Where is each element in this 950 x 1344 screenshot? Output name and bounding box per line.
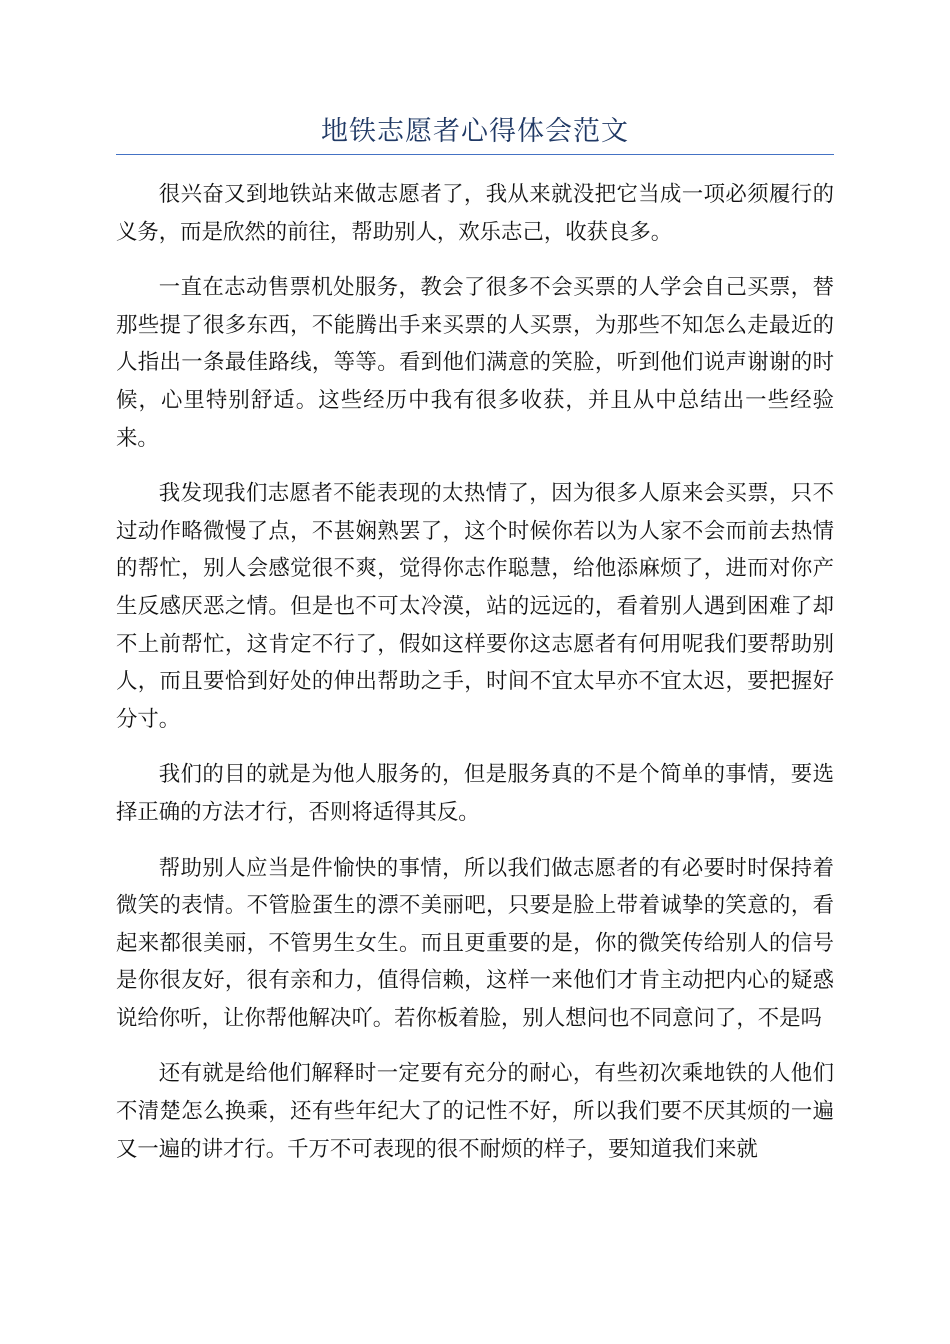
paragraph-2: 一直在志动售票机处服务，教会了很多不会买票的人学会自己买票，替那些提了很多东西，不能腾出手来买票的人买票，为那些不知怎么走最近的人指出一条最佳路线，等等。看到他们满意的笑脸，听到他们说声谢谢的时候，心里特别舒适。这些经历中我有很多收获，并且从中总结出一些经验来。 <box>116 275 834 451</box>
paragraph-1: 很兴奋又到地铁站来做志愿者了，我从来就没把它当成一项必须履行的义务，而是欣然的前往，帮助别人，欢乐志己，收获良多。 <box>116 182 834 245</box>
document-title: 地铁志愿者心得体会范文 <box>321 116 629 147</box>
paragraph-3: 我发现我们志愿者不能表现的太热情了，因为很多人原来会买票，只不过动作略微慢了点，不甚娴熟罢了，这个时候你若以为人家不会而前去热情的帮忙，别人会感觉很不爽，觉得你志作聪慧，给他添麻烦了，进而对你产生反感厌恶之情。但是也不可太冷漠，站的远远的，看着别人遇到困难了却不上前帮忙，这肯定不行了，假如这样要你这志愿者有何用呢我们要帮助别人，而且要恰到好处的伸出帮助之手，时间不宜太早亦不宜太迟，要把握好分寸。 <box>116 481 834 732</box>
document-body <box>116 176 834 1186</box>
paragraph-6: 还有就是给他们解释时一定要有充分的耐心，有些初次乘地铁的人他们不清楚怎么换乘，还有些年纪大了的记性不好，所以我们要不厌其烦的一遍又一遍的讲才行。千万不可表现的很不耐烦的样子，要知道我们来就 <box>116 1061 834 1162</box>
title-underline <box>116 154 834 155</box>
paragraph-4: 我们的目的就是为他人服务的，但是服务真的不是个简单的事情，要选择正确的方法才行，否则将适得其反。 <box>116 762 834 825</box>
paragraph-5: 帮助别人应当是件愉快的事情，所以我们做志愿者的有必要时时保持着微笑的表情。不管脸蛋生的漂不美丽吧，只要是脸上带着诚挚的笑意的，看起来都很美丽，不管男生女生。而且更重要的是，你的微笑传给别人的信号是你很友好，很有亲和力，值得信赖，这样一来他们才肯主动把内心的疑惑说给你听，让你帮他解决吖。若你板着脸，别人想问也不同意问了，不是吗 <box>116 855 834 1031</box>
